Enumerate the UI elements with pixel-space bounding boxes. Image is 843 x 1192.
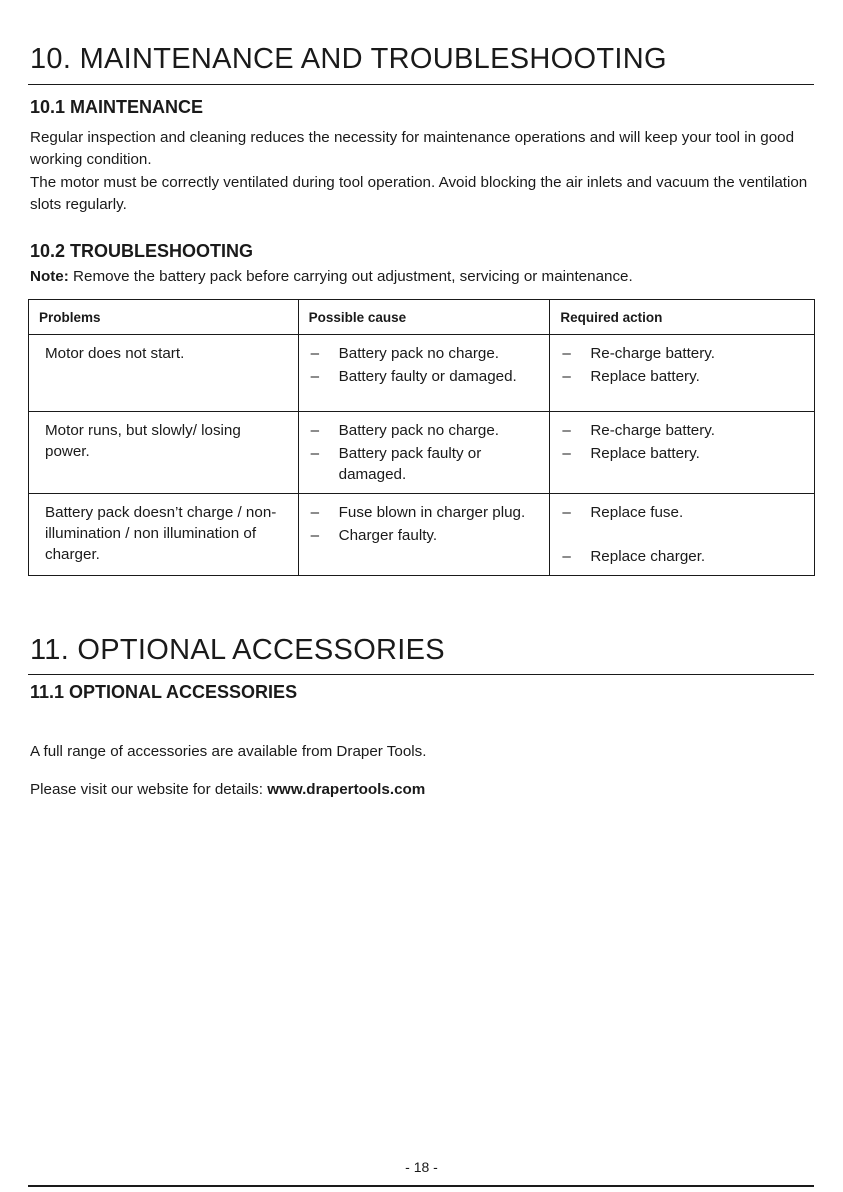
- action-cell: [550, 412, 815, 494]
- dash-bullet: –: [562, 445, 571, 462]
- action-item: – Replace fuse.: [562, 504, 684, 521]
- troubleshooting-table: [28, 299, 815, 576]
- maintenance-heading: 10.1 MAINTENANCE: [30, 97, 204, 117]
- cause-item: – Battery pack no charge.: [310, 422, 500, 439]
- header-possible-cause: Possible cause: [298, 300, 550, 335]
- optional-accessories-heading: 11.1 OPTIONAL ACCESSORIES: [30, 682, 298, 702]
- problem-cell: Motor runs, but slowly/ losing power.: [29, 412, 299, 494]
- action-item: – Replace battery.: [562, 445, 700, 462]
- section-10-title: 10. MAINTENANCE AND TROUBLESHOOTING: [30, 43, 667, 75]
- accessories-line: A full range of accessories are available from Draper Tools.: [30, 743, 427, 760]
- section-11-title: 11. OPTIONAL ACCESSORIES: [30, 634, 445, 666]
- dash-bullet: –: [562, 368, 571, 385]
- problem-cell: Motor does not start.: [29, 335, 299, 412]
- dash-bullet: –: [310, 445, 320, 462]
- action-item: – Replace battery.: [562, 368, 700, 385]
- note-label: Note:: [30, 268, 69, 285]
- page-number: - 18 -: [405, 1159, 438, 1175]
- maintenance-paragraph-1: Regular inspection and cleaning reduces the necessity for maintenance operations and will keep your tool in good working condition.: [30, 129, 795, 168]
- maintenance-paragraph-2: The motor must be correctly ventilated during tool operation. Avoid blocking the air inlets and vacuum the ventilation slots regularly.: [30, 174, 808, 213]
- section-11-rule: [28, 674, 814, 675]
- cause-cell: [298, 335, 550, 412]
- dash-bullet: –: [310, 504, 320, 521]
- action-item: – Re-charge battery.: [562, 345, 715, 362]
- cause-item: – Charger faulty.: [310, 527, 438, 544]
- table-row: [29, 494, 815, 576]
- problem-cell: Battery pack doesn’t charge / non-illumination / non illumination of charger.: [29, 494, 299, 576]
- troubleshooting-heading: 10.2 TROUBLESHOOTING: [30, 241, 254, 261]
- action-item: – Replace charger.: [562, 548, 706, 565]
- cause-item: – Battery pack no charge.: [310, 345, 500, 362]
- website-line: [30, 779, 820, 801]
- troubleshooting-note: [30, 266, 820, 288]
- footer-rule: [28, 1185, 814, 1187]
- cause-item: – Battery pack faulty or damaged.: [310, 445, 482, 483]
- cause-item: – Battery faulty or damaged.: [310, 368, 517, 385]
- header-problems: Problems: [29, 300, 299, 335]
- action-cell: [550, 335, 815, 412]
- action-item: – Re-charge battery.: [562, 422, 715, 439]
- table-header-row: [29, 300, 815, 335]
- table-row: [29, 335, 815, 412]
- dash-bullet: –: [310, 368, 320, 385]
- table-row: [29, 412, 815, 494]
- cause-cell: [298, 494, 550, 576]
- website-text: Please visit our website for details:: [30, 781, 268, 798]
- cause-cell: [298, 412, 550, 494]
- dash-bullet: –: [562, 345, 571, 362]
- dash-bullet: –: [310, 345, 320, 362]
- dash-bullet: –: [310, 422, 320, 439]
- dash-bullet: –: [310, 527, 320, 544]
- dash-bullet: –: [562, 504, 571, 521]
- dash-bullet: –: [562, 548, 571, 565]
- header-required-action: Required action: [550, 300, 815, 335]
- dash-bullet: –: [562, 422, 571, 439]
- note-text: Remove the battery pack before carrying out adjustment, servicing or maintenance.: [68, 268, 633, 285]
- cause-item: – Fuse blown in charger plug.: [310, 504, 526, 521]
- action-cell: [550, 494, 815, 576]
- website-link[interactable]: www.drapertools.com: [267, 781, 426, 798]
- section-10-rule: [28, 84, 814, 85]
